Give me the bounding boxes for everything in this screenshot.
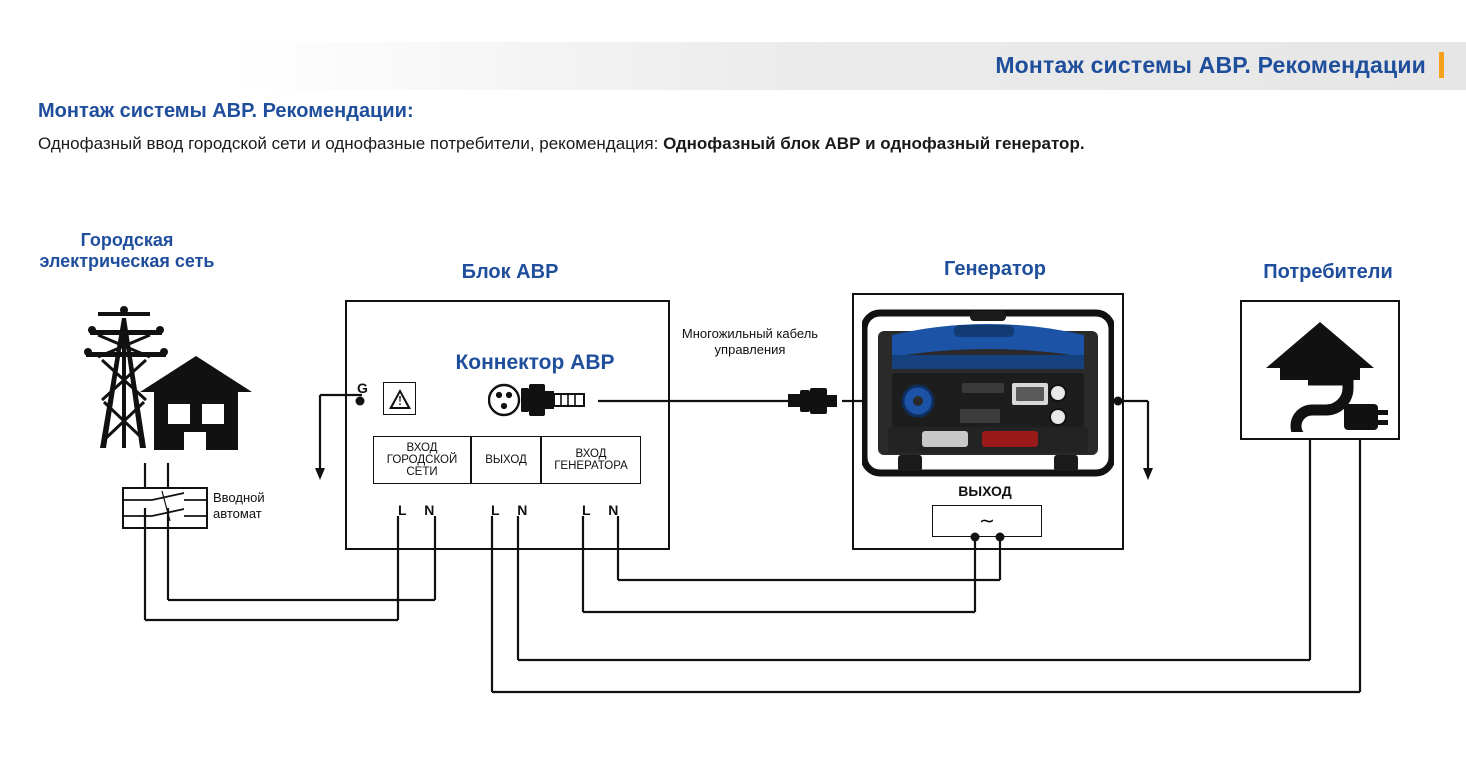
header-accent-bar — [1439, 52, 1444, 78]
consumers-house-plug-icon — [1248, 308, 1392, 432]
power-pylon-house-icon — [78, 300, 258, 465]
pins-mains-input: L N — [398, 502, 442, 518]
header-title: Монтаж системы АВР. Рекомендации — [995, 52, 1426, 78]
generator-socket-symbol: ∼ — [979, 510, 995, 532]
caption-city-grid: Городская электрическая сеть — [39, 230, 215, 271]
terminal-output — [471, 436, 541, 484]
warning-sign-box — [383, 382, 416, 415]
terminal-mains-input — [373, 436, 471, 484]
generator-output-socket — [932, 505, 1042, 537]
intro-text-bold: Однофазный блок АВР и однофазный генератор. — [663, 134, 1085, 153]
warning-triangle-icon — [388, 387, 412, 411]
generator-photo — [862, 305, 1114, 480]
terminal-generator-input — [541, 436, 641, 484]
caption-generator: Генератор — [944, 258, 1046, 280]
connector-title: Коннектор АВР — [455, 351, 615, 374]
intro-text-plain: Однофазный ввод городской сети и однофазные потребители, рекомендация: — [38, 134, 664, 153]
intro-paragraph — [38, 131, 1428, 157]
terminal-output-label: ВЫХОД — [485, 454, 527, 466]
control-cable-coupler-icon — [788, 386, 844, 416]
label-generator-output: ВЫХОД — [958, 483, 1012, 499]
avr-connector-icon — [488, 378, 598, 422]
caption-consumers: Потребители — [1263, 261, 1393, 283]
terminal-generator-input-label: ВХОД ГЕНЕРАТОРА — [554, 448, 628, 472]
label-input-breaker: Вводной автомат — [213, 490, 265, 521]
page-title: Монтаж системы АВР. Рекомендации: — [38, 100, 414, 122]
input-circuit-breaker-symbol — [122, 487, 208, 529]
pins-output: L N — [491, 502, 535, 518]
pins-generator-input: L N — [582, 502, 626, 518]
avr-ground-label: G — [357, 380, 368, 396]
caption-avr-block: Блок АВР — [461, 261, 559, 283]
label-control-cable: Многожильный кабель управления — [681, 326, 819, 357]
terminal-mains-input-label: ВХОД ГОРОДСКОЙ СЕТИ — [386, 442, 458, 478]
